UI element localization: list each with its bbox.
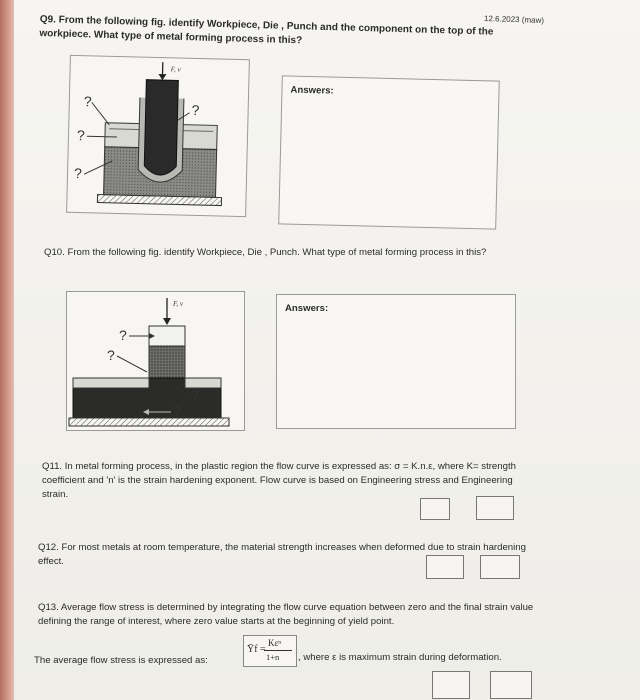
average-flow-stress-suffix: , where ε is maximum strain during deformation.	[298, 652, 502, 663]
q13-false-box[interactable]	[490, 671, 532, 699]
formula-lhs: Ȳf =	[247, 644, 266, 655]
q12-false-box[interactable]	[480, 555, 520, 579]
question-10-text: Q10. From the following fig. identify Workpiece, Die , Punch. What type of metal forming process in this?	[44, 247, 487, 258]
question-12-text: Q12. For most metals at room temperature, the material strength increases when deformed due to strain hardening effect.	[38, 542, 526, 567]
q9-diagram	[67, 56, 249, 216]
question-9-text: Q9. From the following fig. identify Workpiece, Die , Punch and the component on the top of the workpiece. What type of metal forming process in this?	[39, 13, 494, 47]
question-13-text: Q13. Average flow stress is determined by integrating the flow curve equation between zero and the final strain value defining the range of interest, where zero value starts at the beginning of yield point.	[38, 602, 534, 627]
q11-false-box[interactable]	[476, 496, 514, 520]
q9-unknown-3: ?	[73, 164, 83, 182]
q10-answers-box[interactable]	[276, 294, 516, 429]
formula-numerator: Kεⁿ	[268, 638, 282, 648]
punch	[144, 80, 178, 176]
q9-answers-box[interactable]	[278, 75, 500, 229]
average-flow-stress-prefix: The average flow stress is expressed as:	[34, 655, 208, 666]
q10-diagram	[67, 292, 244, 430]
q10-answers-label: Answers:	[285, 303, 329, 314]
q9-unknown-2: ?	[76, 127, 85, 144]
q9-unknown-1: ?	[83, 93, 92, 110]
base-plate	[69, 418, 229, 426]
date-stamp: 12.6.2023 (maw)	[483, 13, 545, 26]
q10-unknown-3: ?	[191, 387, 199, 403]
q13-true-box[interactable]	[432, 671, 470, 699]
workpiece	[149, 346, 185, 380]
q9-force-label: F, v	[170, 65, 181, 74]
average-flow-stress-formula	[243, 635, 297, 667]
formula-fraction-bar	[264, 650, 292, 651]
q11-true-box[interactable]	[420, 498, 450, 520]
q10-unknown-1: ?	[119, 327, 127, 343]
q12-true-box[interactable]	[426, 555, 464, 579]
q9-answers-label: Answers:	[290, 84, 334, 97]
q10-unknown-4: ?	[173, 403, 181, 419]
q9-unknown-4: ?	[191, 101, 200, 119]
question-11-text: Q11. In metal forming process, in the plastic region the flow curve is expressed as: σ = K.n.ε, where K= strength coefficient and 'n' is the strain hardening exponent. Flow curve is based on Engineering stress and Engineering strain.	[42, 461, 516, 500]
formula-denominator: 1+n	[266, 652, 280, 662]
q10-figure	[66, 291, 245, 431]
q10-unknown-2: ?	[107, 347, 115, 363]
q10-force-label: F, v	[173, 300, 183, 308]
q9-figure	[66, 55, 250, 217]
